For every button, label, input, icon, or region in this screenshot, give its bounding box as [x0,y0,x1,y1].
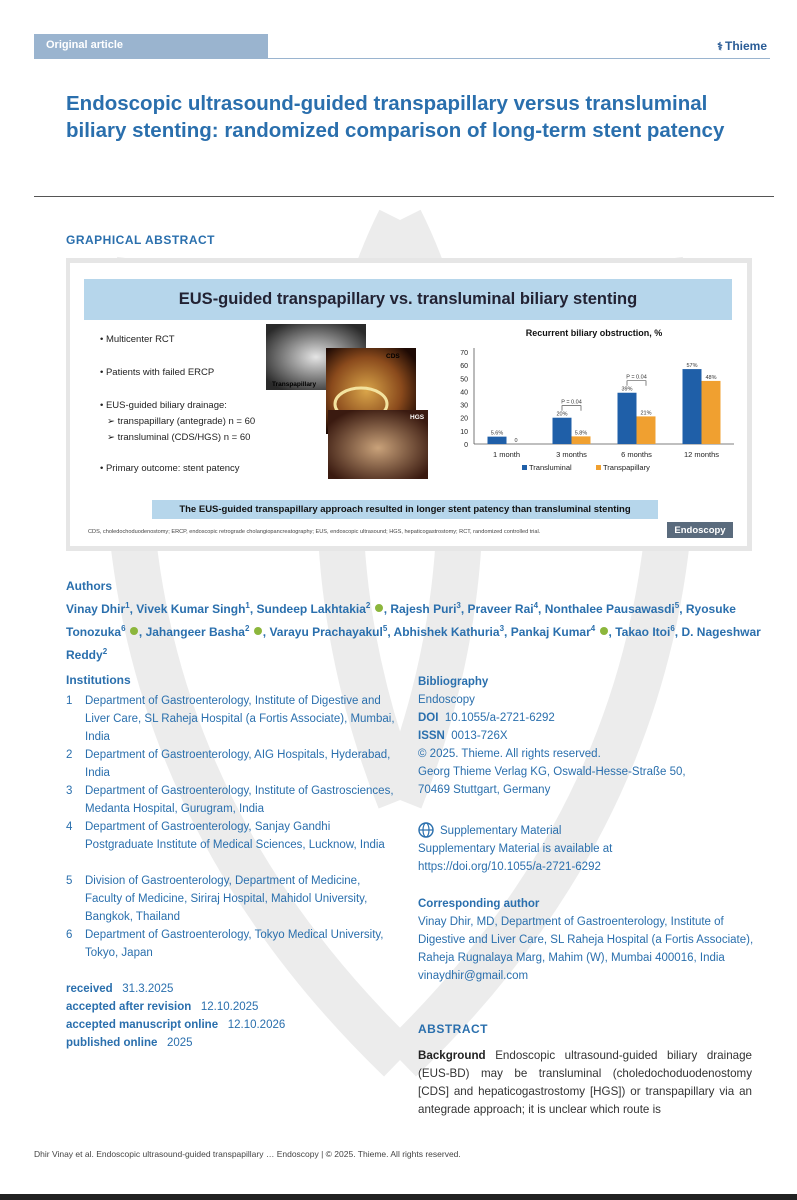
article-title: Endoscopic ultrasound-guided transpapillary versus transluminal biliary stenting: randomized comparison of long-term stent patency [66,92,725,142]
bar-transpapillary [637,416,656,444]
corresponding-email[interactable]: vinaydhir@gmail.com [418,970,529,982]
graphical-abstract-heading: EUS-guided transpapillary vs. transluminal biliary stenting [84,279,732,320]
accepted-label: accepted after revision [66,1001,192,1013]
bar-data-label: 48% [705,374,717,381]
label-hgs: HGS [410,414,425,421]
ga-bullet: • Patients with failed ERCP [100,367,215,378]
corresponding-text: Vinay Dhir, MD, Department of Gastroenterology, Institute of Digestive and Liver Care, SL Raheja Hospital (a Fortis Associate), Raheja Rugnalaya Marg, Mahim (W), Mumbai 400016, India [418,916,754,964]
y-tick-label: 10 [460,428,468,436]
bar-data-label: 21% [640,410,652,417]
institutions-heading: Institutions [66,673,131,687]
orcid-icon[interactable] [375,604,383,612]
author-affiliation: 2 [102,647,108,656]
bar-data-label: 5.8% [574,430,588,437]
institution-text: Department of Gastroenterology, Sanjay Gandhi Postgraduate Institute of Medical Sciences, Lucknow, India [85,821,385,851]
recurrence-bar-chart [444,324,744,484]
legend-swatch [522,465,527,470]
institution-text: Department of Gastroenterology, Institute of Digestive and Liver Care, SL Raheja Hospital (a Fortis Associate), Mumbai, India [85,695,395,743]
author-affiliation: 5 [382,624,388,633]
legend-label: Transluminal [529,463,572,472]
globe-icon [418,822,434,838]
author: Praveer Rai [467,602,534,616]
abstract-background-label: Background [418,1049,486,1062]
bar-transluminal [553,418,572,444]
abstract-text [418,1047,752,1119]
brand-logo [717,39,767,53]
y-tick-label: 40 [460,389,468,397]
graphical-abstract-footnote: CDS, choledochoduodenostomy; ERCP, endoscopic retrograde cholangiopancreatography; EUS, endoscopic ultrasound; HGS, hepaticogastrostomy; RCT, randomized controlled trial. [88,529,541,535]
author: Rajesh Puri [390,602,457,616]
orcid-icon[interactable] [600,627,608,635]
x-tick-label: 6 months [621,450,652,459]
author: Pankaj Kumar [510,625,591,639]
ga-bullet: • Primary outcome: stent patency [100,463,240,474]
orcid-icon[interactable] [130,627,138,635]
y-tick-label: 20 [460,415,468,423]
legend-swatch [596,465,601,470]
y-tick-label: 30 [460,402,468,410]
published-date: 2025 [166,1037,193,1049]
author: Abhishek Kathuria [393,625,500,639]
ga-bullet: • EUS-guided biliary drainage: [100,400,227,411]
doi-label: DOI [418,712,439,724]
ga-sub-bullet: ➢ transpapillary (antegrade) n = 60 [107,416,256,427]
supplementary-title: Supplementary Material [440,825,562,837]
header-rule [34,58,770,59]
copyright: © 2025. Thieme. All rights reserved. [418,748,601,760]
y-tick-label: 0 [464,442,468,449]
author-affiliation: 2 [244,624,250,633]
bar-data-label: 39% [621,386,633,393]
graphical-abstract-label: GRAPHICAL ABSTRACT [66,233,215,247]
authors-heading: Authors [66,579,112,593]
ga-bullet: • Multicenter RCT [100,334,175,345]
accepted-date: 12.10.2025 [200,1001,259,1013]
author: Takao Itoi [615,625,671,639]
author: Vivek Kumar Singh [136,602,246,616]
bibliography-heading: Bibliography [418,676,489,688]
corresponding-heading: Corresponding author [418,898,540,910]
orcid-icon[interactable] [254,627,262,635]
published-label: published online [66,1037,158,1049]
title-separator [34,196,774,197]
issn-label: ISSN [418,730,445,742]
chart-title: Recurrent biliary obstruction, % [525,328,663,338]
pvalue-label: P = 0.04 [561,399,582,406]
corresponding-author [418,895,763,985]
author-affiliation: 2 [365,601,371,610]
supplementary-text: Supplementary Material is available at [418,843,613,855]
author-affiliation: 1 [245,601,250,610]
pvalue-bracket [562,406,581,411]
author: Nonthalee Pausawasdi [544,602,675,616]
x-tick-label: 1 month [492,450,521,459]
bibliography [418,673,763,799]
institution-number: 5 [66,875,73,887]
manuscript-label: accepted manuscript online [66,1019,219,1031]
x-tick-label: 3 months [556,450,587,459]
doi-value[interactable]: 10.1055/a-2721-6292 [444,712,555,724]
page-footer: Dhir Vinay et al. Endoscopic ultrasound-guided transpapillary … Endoscopy | © 2025. Thieme. All rights reserved. [34,1149,461,1159]
author: Varayu Prachayakul [269,625,383,639]
x-tick-label: 12 months [683,450,720,459]
institution-number: 2 [66,749,73,761]
author-list: Vinay Dhir$^1$, Vivek Kumar Singh$^1$, Sundeep Lakhtakia$^2$ , Rajesh Puri$^3$, Praveer Rai$^4$, Nonthalee Pausawasdi$^5$, Ryosuke Tonozuka$^6$ , Jahangeer Basha$^2$ , Varayu Prachayakul$^5$, Abhishek Kathuria$^3$, Pankaj Kumar$^4$ , Takao Itoi$^6$, D. Nageshwar Reddy$^2$ [66,601,761,662]
bar-transpapillary [702,381,721,444]
bar-data-label: 57% [686,363,698,370]
publisher: Georg Thieme Verlag KG, Oswald-Hesse-Straße 50, [418,766,686,778]
author: Jahangeer Basha [145,625,245,639]
y-tick-label: 50 [460,376,468,384]
abstract-heading: ABSTRACT [418,1022,488,1036]
label-transpapillary: Transpapillary [272,381,317,388]
y-tick-label: 60 [460,363,468,371]
bar-data-label: 20% [556,411,568,418]
bar-transluminal [683,369,702,444]
bar-data-label: 5.6% [490,430,504,437]
author-affiliation: 6 [670,624,675,633]
issn-value: 0013-726X [451,730,508,742]
supplementary-link[interactable]: https://doi.org/10.1055/a-2721-6292 [418,861,601,873]
institution-number: 6 [66,929,73,941]
author-affiliation: 3 [456,601,461,610]
ga-sub-bullet: ➢ transluminal (CDS/HGS) n = 60 [107,432,251,443]
article-dates [66,980,285,1052]
institution-text: Division of Gastroenterology, Department of Medicine, Faculty of Medicine, Siriraj Hospital, Mahidol University, Bangkok, Thailand [85,875,368,923]
author: D. Nageshwar Reddy [66,625,761,662]
received-label: received [66,983,113,995]
bar-data-label: 0 [514,438,518,444]
brand-name: Thieme [724,39,767,53]
bar-transluminal [618,393,637,444]
institution-number: 1 [66,695,73,707]
pvalue-bracket [627,381,646,386]
legend-label: Transpapillary [603,463,650,472]
bottom-bar [0,1194,797,1200]
received-date: 31.3.2025 [122,983,174,995]
y-tick-label: 70 [460,350,468,357]
bar-transpapillary [572,436,591,444]
institution-text: Department of Gastroenterology, Institute of Gastrosciences, Medanta Hospital, Gurugram, India [85,785,394,815]
article-type: Original article [46,39,124,51]
author-affiliation: 4 [590,624,596,633]
endoscopy-badge: Endoscopy [667,522,733,538]
author: Sundeep Lakhtakia [256,602,366,616]
bar-transluminal [488,437,507,444]
institution-number: 4 [66,821,73,833]
abstract-background-text: Endoscopic ultrasound-guided biliary drainage (EUS-BD) may be transluminal (choledochoduodenostomy [CDS] and hepaticogastrostomy [HGS]) or transpapillary via an antegrade approach; it is unclear which route is [418,1049,752,1116]
author: Vinay Dhir [66,602,126,616]
manuscript-date: 12.10.2026 [227,1019,286,1031]
author: Ryosuke Tonozuka [66,602,736,639]
pvalue-label: P = 0.04 [626,374,647,381]
publisher-address: 70469 Stuttgart, Germany [418,784,551,796]
institution-text: Department of Gastroenterology, Tokyo Medical University, Tokyo, Japan [85,929,384,959]
journal-name: Endoscopy [418,694,475,706]
supplementary-material [418,822,763,876]
graphical-abstract-conclusion: The EUS-guided transpapillary approach resulted in longer stent patency than transluminal stenting [152,500,658,519]
author-affiliation: 6 [121,624,126,633]
endoscopic-images [266,324,456,479]
thieme-mark-icon: ⚕ [717,41,723,53]
author-affiliation: 4 [533,601,539,610]
author-affiliation: 5 [674,601,680,610]
label-cds: CDS [386,353,400,360]
author-affiliation: 3 [499,624,505,633]
author-affiliation: 1 [125,601,130,610]
institution-text: Department of Gastroenterology, AIG Hospitals, Hyderabad, India [85,749,391,779]
institution-number: 3 [66,785,73,797]
